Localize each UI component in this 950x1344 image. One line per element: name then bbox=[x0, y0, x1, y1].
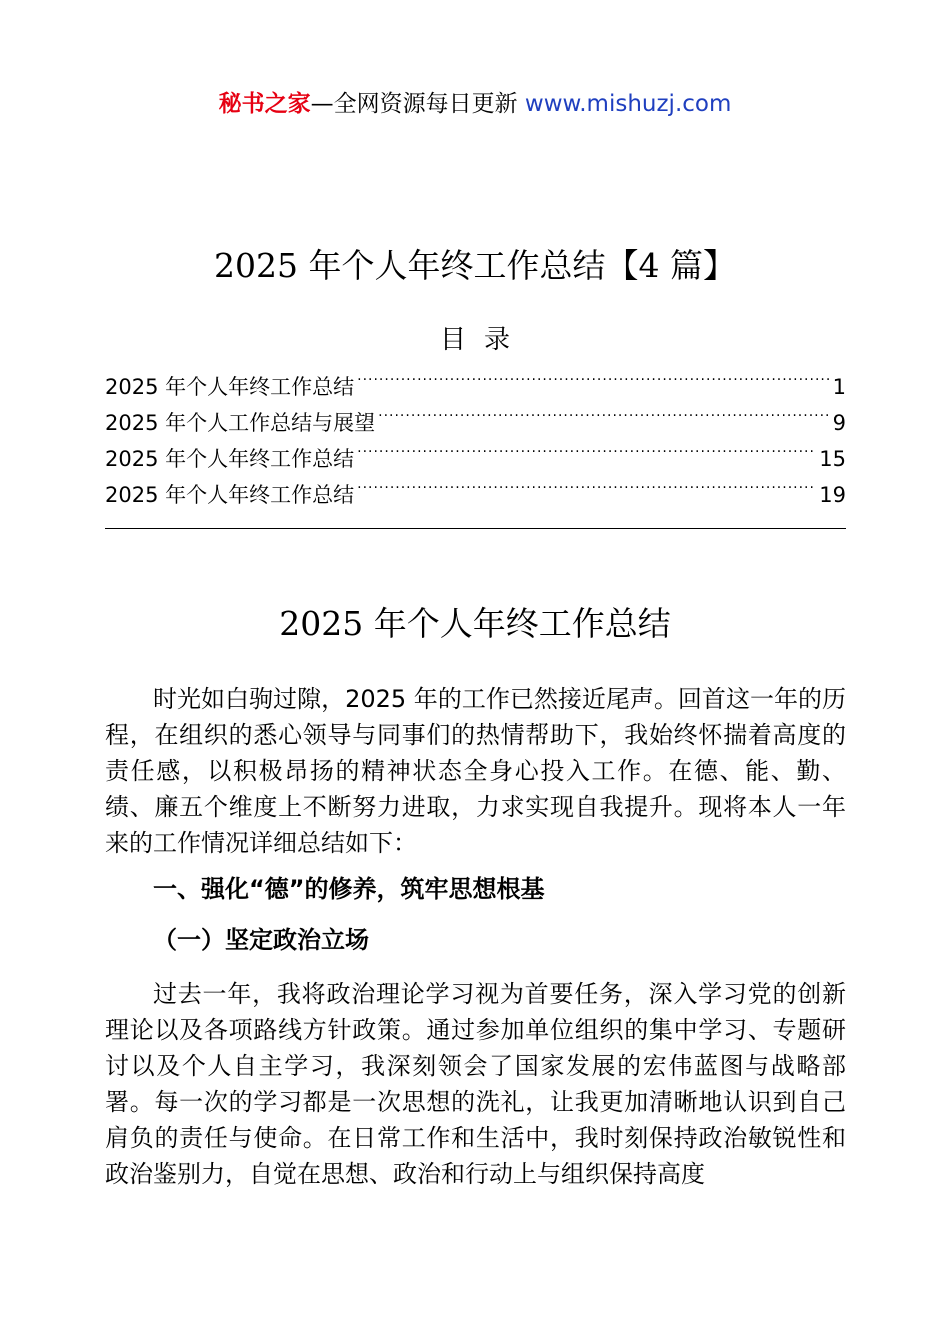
site-tagline: —全网资源每日更新 bbox=[310, 91, 525, 117]
toc-leader-dots bbox=[378, 394, 830, 430]
toc-entry-label: 2025 年个人年终工作总结 bbox=[105, 447, 355, 471]
toc-entry-page: 9 bbox=[832, 411, 846, 435]
table-of-contents bbox=[105, 358, 846, 507]
toc-leader-dots bbox=[357, 430, 816, 466]
toc-entry-label: 2025 年个人工作总结与展望 bbox=[105, 411, 376, 435]
article-title: 2025 年个人年终工作总结 bbox=[279, 604, 671, 643]
section-divider bbox=[105, 528, 846, 529]
site-url-link[interactable]: www.mishuzj.com bbox=[524, 91, 732, 117]
toc-entry-label: 2025 年个人年终工作总结 bbox=[105, 483, 355, 507]
toc-entry-label: 2025 年个人年终工作总结 bbox=[105, 375, 355, 399]
site-header bbox=[0, 88, 950, 120]
intro-paragraph: 时光如白驹过隙，2025 年的工作已然接近尾声。回首这一年的历程，在组织的悉心领导与同事们的热情帮助下，我始终怀揣着高度的责任感，以积极昂扬的精神状态全身心投入工作。在德、能、勤、绩、廉五个维度上不断努力进取，力求实现自我提升。现将本人一年来的工作情况详细总结如下： bbox=[105, 685, 846, 857]
document-title: 2025 年个人年终工作总结【4 篇】 bbox=[214, 246, 736, 285]
toc-entry-page: 19 bbox=[819, 483, 846, 507]
site-brand: 秘书之家 bbox=[218, 91, 311, 117]
toc-entry[interactable] bbox=[105, 358, 846, 399]
body-paragraph: 过去一年，我将政治理论学习视为首要任务，深入学习党的创新理论以及各项路线方针政策。通过参加单位组织的集中学习、专题研讨以及个人自主学习，我深刻领会了国家发展的宏伟蓝图与战略部署。每一次的学习都是一次思想的洗礼，让我更加清晰地认识到自己肩负的责任与使命。在日常工作和生活中，我时刻保持政治敏锐性和政治鉴别力，自觉在思想、政治和行动上与组织保持高度 bbox=[105, 980, 846, 1188]
toc-leader-dots bbox=[357, 358, 830, 394]
toc-heading: 目录 bbox=[439, 325, 528, 355]
toc-leader-dots bbox=[357, 466, 816, 502]
subsection-heading: （一）坚定政治立场 bbox=[153, 926, 369, 954]
toc-entry-page: 1 bbox=[832, 375, 846, 399]
section-heading: 一、强化“德”的修养，筑牢思想根基 bbox=[153, 875, 545, 903]
toc-entry-page: 15 bbox=[819, 447, 846, 471]
